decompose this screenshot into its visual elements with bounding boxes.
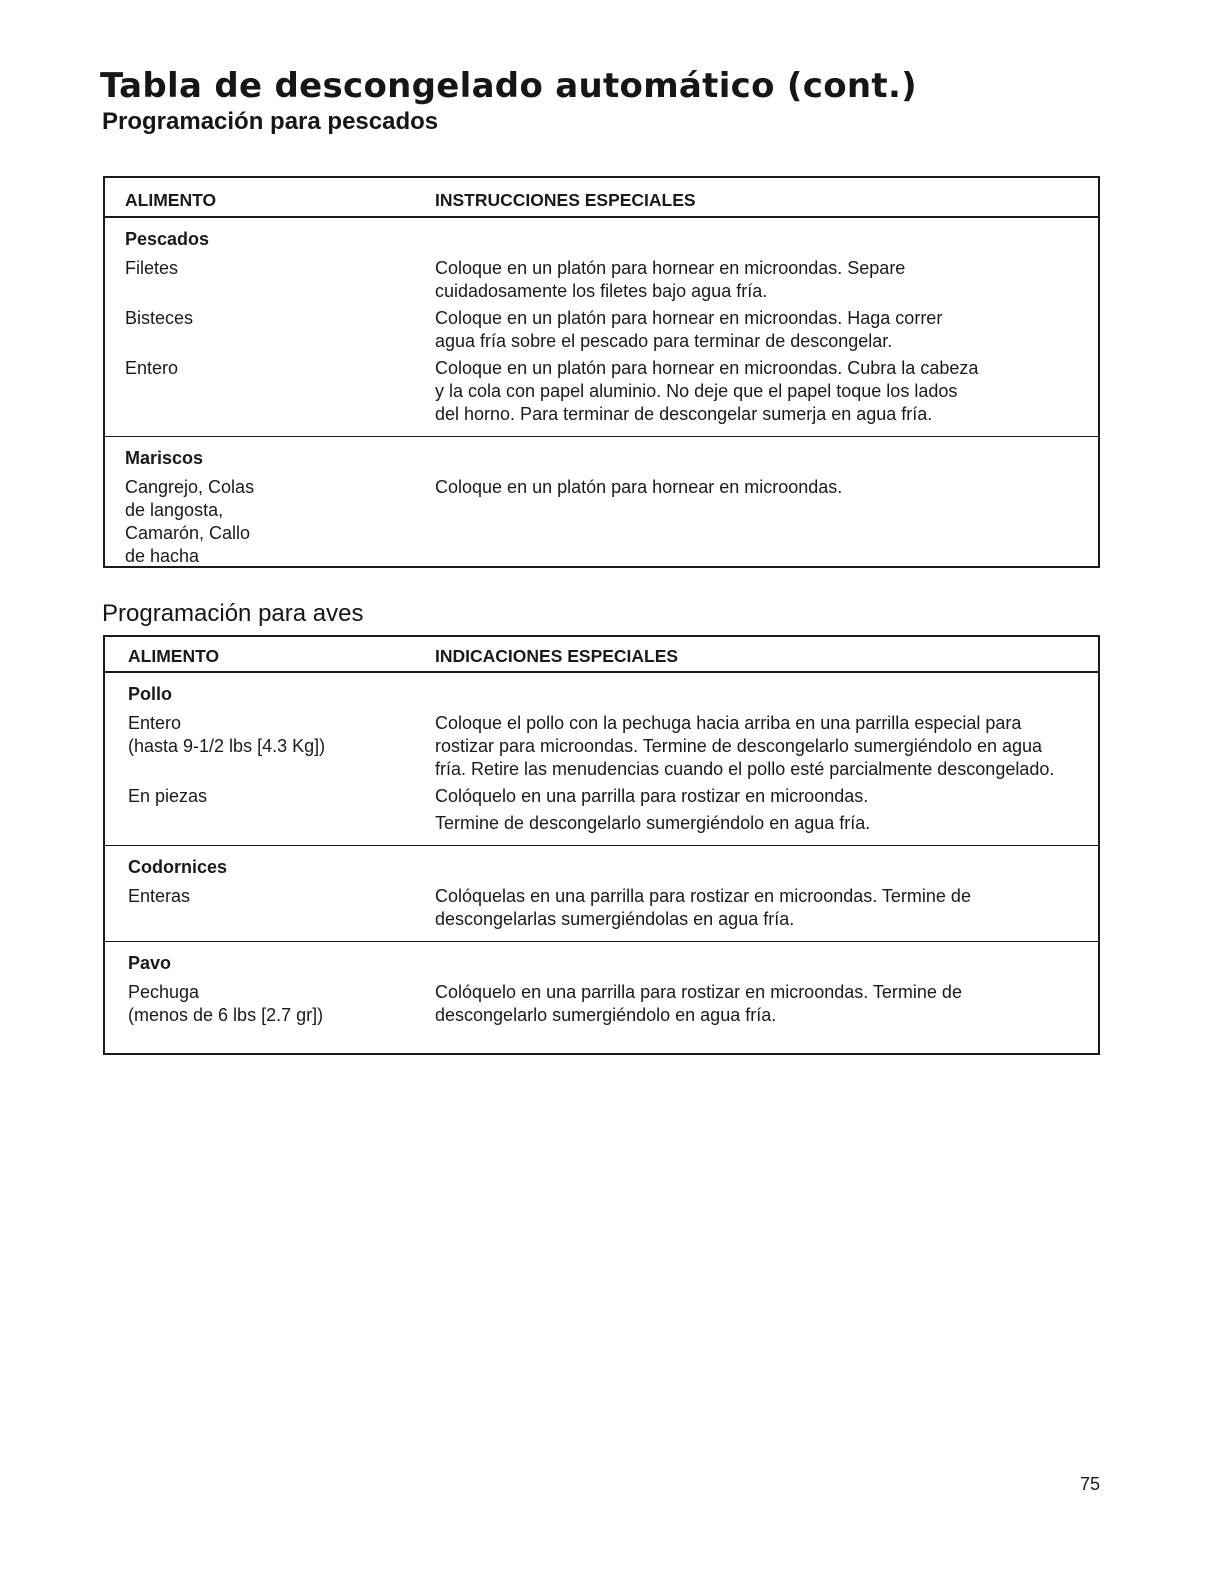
- page-title: Tabla de descongelado automático (cont.): [100, 66, 917, 106]
- instruction-cell: Termine de descongelarlo sumergiéndolo en agua fría.: [435, 813, 871, 833]
- birds-group-codornices: [105, 845, 1098, 941]
- food-cell: Pechuga (menos de 6 lbs [2.7 gr]): [128, 982, 324, 1025]
- fish-group-mariscos: [105, 436, 1098, 578]
- instruction-cell: Colóquelo en una parrilla para rostizar en microondas.: [435, 786, 869, 806]
- fish-group-pescados: [105, 218, 1098, 436]
- table-row: [105, 785, 1098, 808]
- birds-table-header: [105, 637, 1098, 673]
- fish-col-food-header: ALIMENTO: [125, 190, 217, 210]
- table-row: [105, 476, 1098, 568]
- instruction-cell: Colóquelas en una parrilla para rostizar en microondas. Termine de descongelarlas sumergiéndolas en agua fría.: [435, 886, 971, 929]
- instruction-cell: Coloque en un platón para hornear en microondas. Separe cuidadosamente los filetes bajo agua fría.: [435, 258, 906, 301]
- page-number: 75: [1080, 1474, 1101, 1494]
- instruction-cell: Colóquelo en una parrilla para rostizar en microondas. Termine de descongelarlo sumergiéndolo en agua fría.: [435, 982, 962, 1025]
- birds-section-title: Programación para aves: [102, 600, 364, 627]
- food-cell: Entero (hasta 9-1/2 lbs [4.3 Kg]): [128, 713, 326, 756]
- instruction-cell: Coloque en un platón para hornear en microondas. Haga correr agua fría sobre el pescado para terminar de descongelar.: [435, 308, 943, 351]
- table-row: [105, 712, 1098, 781]
- food-cell: En piezas: [128, 786, 208, 806]
- fish-col-instructions-header: INSTRUCCIONES ESPECIALES: [435, 190, 696, 210]
- birds-group-pavo: [105, 941, 1098, 1037]
- food-cell: Entero: [125, 358, 179, 378]
- table-row: [105, 885, 1098, 931]
- fish-table: [103, 176, 1100, 568]
- group-title: Pescados: [125, 229, 210, 249]
- birds-table: [103, 635, 1100, 1055]
- table-row: [105, 357, 1098, 426]
- fish-section-title: Programación para pescados: [102, 108, 439, 135]
- instruction-cell: Coloque en un platón para hornear en microondas. Cubra la cabeza y la cola con papel aluminio. No deje que el papel toque los lados del horno. Para terminar de descongelar sumerja en agua fría.: [435, 358, 979, 424]
- food-cell: Cangrejo, Colas de langosta, Camarón, Callo de hacha: [125, 477, 255, 566]
- table-row: [105, 257, 1098, 303]
- table-row: [105, 981, 1098, 1027]
- instruction-cell: Coloque en un platón para hornear en microondas.: [435, 477, 843, 497]
- food-cell: Filetes: [125, 258, 179, 278]
- group-title: Mariscos: [125, 448, 204, 468]
- table-row: [105, 812, 1098, 835]
- group-title: Codornices: [128, 857, 228, 877]
- food-cell: Enteras: [128, 886, 191, 906]
- table-row: [105, 307, 1098, 353]
- group-title: Pollo: [128, 684, 172, 704]
- instruction-cell: Coloque el pollo con la pechuga hacia arriba en una parrilla especial para rostizar para microondas. Termine de descongelarlo sumergiéndolo en agua fría. Retire las menudencias cuando el pollo esté parcialmente descongelado.: [435, 713, 1055, 779]
- birds-col-instructions-header: INDICACIONES ESPECIALES: [435, 646, 679, 666]
- birds-group-pollo: [105, 673, 1098, 845]
- fish-table-header: [105, 178, 1098, 218]
- birds-col-food-header: ALIMENTO: [128, 646, 220, 666]
- food-cell: Bisteces: [125, 308, 194, 328]
- group-title: Pavo: [128, 953, 172, 973]
- food-cell: [105, 812, 435, 835]
